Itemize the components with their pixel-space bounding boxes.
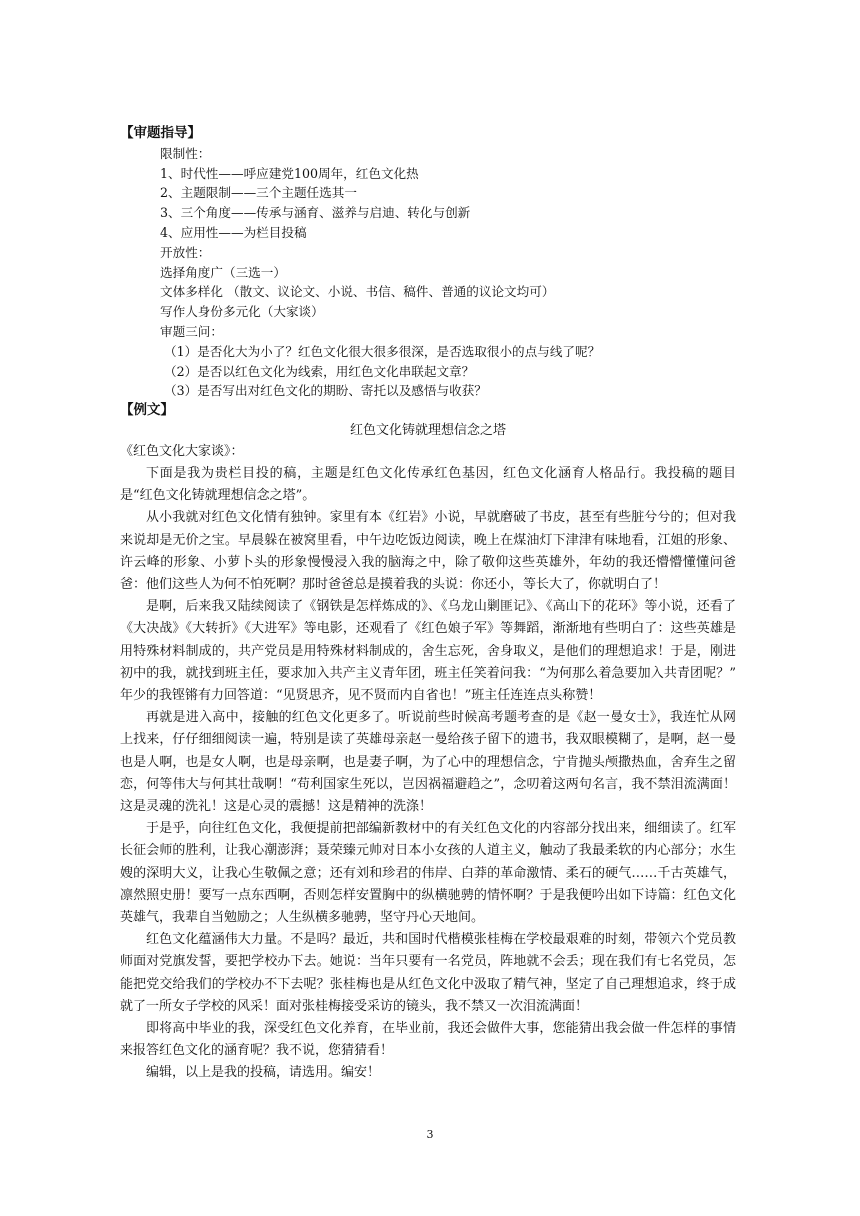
example-heading: 【例文】 [120, 402, 174, 419]
essay-paragraph: 即将高中毕业的我，深受红色文化养育，在毕业前，我还会做件大事，您能猜出我会做一件怎样的事情来报答红色文化的涵育呢？我不说，您猜猜看！ [120, 1021, 736, 1059]
question-item: （1）是否化大为小了？红色文化很大很多很深，是否选取很小的点与线了呢？ [164, 343, 601, 359]
essay-salutation: 《红色文化大家谈》： [120, 443, 244, 459]
question-item: （3）是否写出对红色文化的期盼、寄托以及感悟与收获？ [164, 383, 487, 399]
guide-section [120, 124, 736, 421]
restriction-item: 3、三个角度——传承与涵育、滋养与启迪、转化与创新 [160, 205, 471, 221]
essay-body [120, 441, 736, 1085]
page-content [120, 124, 736, 1085]
essay-paragraph: 再就是进入高中，接触的红色文化更多了。听说前些时候高考题考查的是《赵一曼女士》，我连忙从网上找来，仔仔细细阅读一遍，特别是读了英雄母亲赵一曼给孩子留下的遗书，我双眼模糊了，是啊，赵一曼也是人啊，也是女人啊，也是母亲啊，也是妻子啊，为了心中的理想信念，宁肯抛头颅撒热血，舍弃生之留恋，何等伟大与何其壮哉啊！“苟利国家生死以，岂因祸福避趋之”，念叨着这两句名言，我不禁泪流满面！这是灵魂的洗礼！这是心灵的震撼！这是精神的洗涤！ [120, 710, 736, 814]
openness-item: 文体多样化 （散文、议论文、小说、书信、稿件、普通的议论文均可） [160, 284, 555, 300]
essay-paragraph: 是啊，后来我又陆续阅读了《钢铁是怎样炼成的》、《乌龙山剿匪记》、《高山下的花环》等小说，还看了《大决战》《大转折》《大进军》等电影，还观看了《红色娘子军》等舞蹈，渐渐地有些明白了：这些英雄是用特殊材料制成的，共产党员是用特殊材料制成的，舍生忘死，舍身取义，是他们的理想追求！于是，刚进初中的我，就找到班主任，要求加入共产主义青年团，班主任笑着问我：“为何那么着急要加入共青团呢？” 年少的我铿锵有力回答道：“见贤思齐，见不贤而内自省也！”班主任连连点头称赞！ [120, 599, 736, 703]
essay-paragraph: 于是乎，向往红色文化，我便提前把部编新教材中的有关红色文化的内容部分找出来，细细读了。红军长征会师的胜利，让我心潮澎湃；聂荣臻元帅对日本小女孩的人道主义，触动了我最柔软的内心部分；水生嫂的深明大义，让我心生敬佩之意；还有刘和珍君的伟岸、白莽的革命激情、柔石的硬气……千古英雄气，凛然照史册！要写一点东西啊，否则怎样安置胸中的纵横驰骋的情怀啊？于是我便吟出如下诗篇：红色文化英雄气，我辈自当勉励之；人生纵横多驰骋，坚守丹心天地间。 [120, 821, 736, 926]
question-item: （2）是否以红色文化为线索，用红色文化串联起文章？ [164, 363, 475, 379]
essay-paragraph: 红色文化蕴涵伟大力量。不是吗？最近，共和国时代楷模张桂梅在学校最艰难的时刻，带领六个党员教师面对党旗发誓，要把学校办下去。她说：当年只要有一名党员，阵地就不会丢；现在我们有七名党员，怎能把党交给我们的学校办不下去呢？张桂梅也是从红色文化中汲取了精气神，坚定了自己理想追求，终于成就了一所女子学校的风采！面对张桂梅接受采访的镜头，我不禁又一次泪流满面！ [120, 932, 736, 1014]
restriction-item: 1、时代性——呼应建党100周年，红色文化热 [160, 165, 419, 181]
essay-title: 红色文化铸就理想信念之塔 [349, 422, 506, 438]
openness-item: 写作人身份多元化（大家谈） [160, 304, 324, 320]
openness-label: 开放性： [160, 244, 211, 260]
openness-item: 选择角度广（三选一） [160, 264, 286, 280]
page-number: 3 [426, 1128, 434, 1141]
essay-paragraph: 编辑，以上是我的投稿，请选用。编安！ [146, 1065, 381, 1081]
restriction-item: 4、应用性——为栏目投稿 [160, 224, 307, 240]
restriction-label: 限制性： [160, 145, 211, 161]
essay-paragraph: 下面是我为贵栏目投的稿，主题是红色文化传承红色基因，红色文化涵育人格品行。我投稿的题目是“红色文化铸就理想信念之塔”。 [120, 465, 736, 504]
restriction-item: 2、主题限制——三个主题任选其一 [160, 185, 357, 201]
guide-heading: 【审题指导】 [120, 125, 201, 141]
essay-paragraph: 从小我就对红色文化情有独钟。家里有本《红岩》小说，早就磨破了书皮，甚至有些脏兮兮的；但对我来说却是无价之宝。早晨躲在被窝里看，中午边吃饭边阅读，晚上在煤油灯下津津有味地看，江姐的形象、许云峰的形象、小萝卜头的形象慢慢浸入我的脑海之中，除了敬仰这些英雄外，年幼的我还懵懵懂懂问爸爸：他们这些人为何不怕死啊？那时爸爸总是摸着我的头说：你还小，等长大了，你就明白了！ [120, 510, 736, 592]
questions-label: 审题三问： [160, 323, 223, 339]
